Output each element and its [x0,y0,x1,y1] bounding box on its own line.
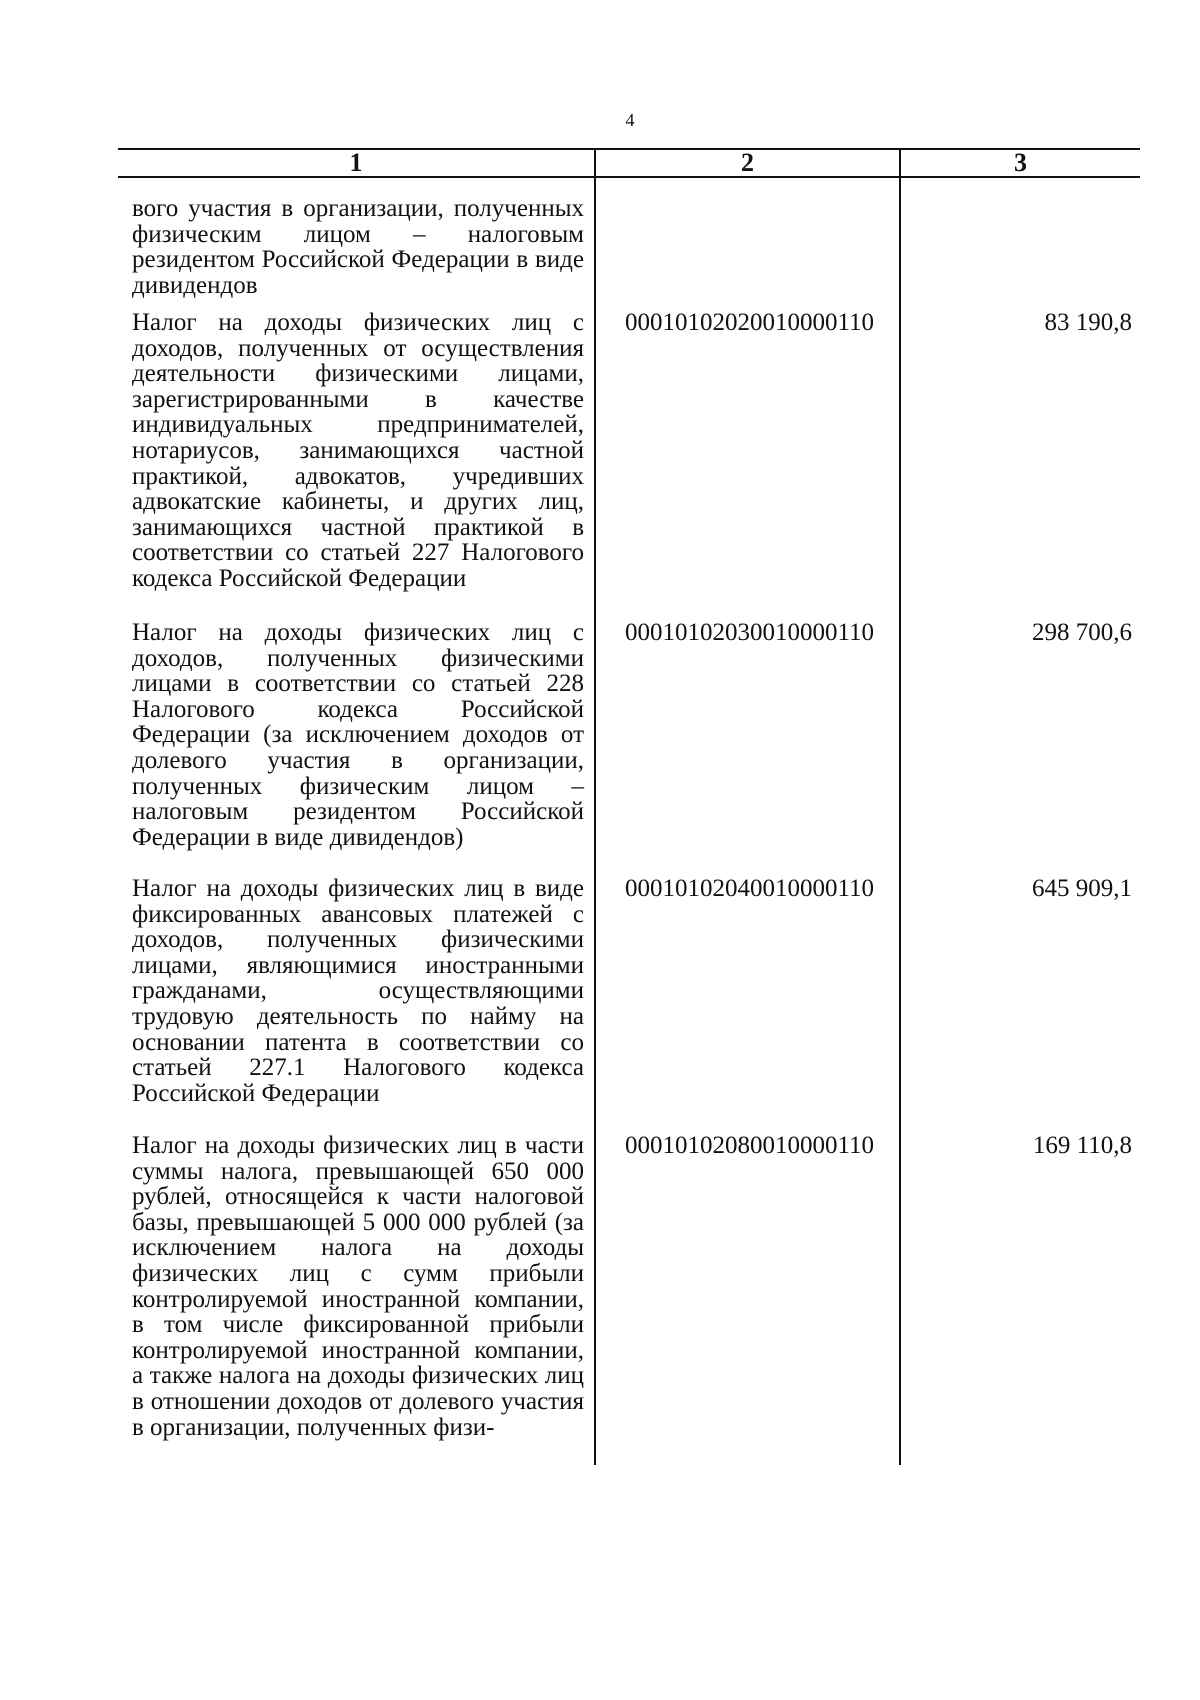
row-amount: 169 110,8 [1032,1132,1132,1159]
row-code: 00010102020010000110 [624,309,875,336]
column-divider [594,178,596,1465]
row-code: 00010102040010000110 [624,875,875,902]
table-row [118,620,1140,876]
table-body [118,178,1140,1465]
table-header [118,148,1140,178]
header-col-1: 1 [349,148,363,177]
row-description: вого участия в организации, полученных физическим лицом – налоговым резидентом Российской Федерации в виде дивидендов [132,195,584,299]
table-row [118,310,1140,620]
header-col-2: 2 [594,150,899,176]
table-row [118,1133,1140,1465]
row-description: Налог на доходы физических лиц в виде фиксированных авансовых платежей с доходов, полученных физическими лицами, являющимися иностранными гражданами, осуществляющими трудовую деятельность по найму на основании патента в соответствии со статьей 227.1 Налогового кодекса Российской Федерации [132,875,584,1107]
table-row [118,876,1140,1133]
row-description: Налог на доходы физических лиц с доходов, полученных физическими лицами в соответствии со статьей 228 Налогового кодекса Российской Федерации (за исключением доходов от долевого участия в организации, полученных физическим лицом – налоговым резидентом Российской Федерации в виде дивидендов) [132,619,584,851]
row-amount: 298 700,6 [1032,619,1132,646]
row-description: Налог на доходы физических лиц с доходов, полученных от осуществления деятельности физическими лицами, зарегистрированными в качестве индивидуальных предпринимателей, нотариусов, занимающихся частной практикой, адвокатов, учредивших адвокатские кабинеты, и других лиц, занимающихся частной практикой в соответствии со статьей 227 Налогового кодекса Российской Федерации [132,309,584,592]
row-amount: 83 190,8 [1044,309,1132,336]
row-amount: 645 909,1 [1032,875,1132,902]
table-row [118,178,1140,310]
header-col-3: 3 [899,150,1140,176]
row-description: Налог на доходы физических лиц в части суммы налога, превышающей 650 000 рублей, относящейся к части налоговой базы, превышающей 5 000 000 рублей (за исключением налога на доходы физических лиц с сумм прибыли контролируемой иностранной компании, в том числе фиксированной прибыли контролируемой иностранной компании, а также налога на доходы физических лиц в отношении доходов от долевого участия в организации, полученных физи- [132,1132,584,1441]
row-code: 00010102030010000110 [624,619,875,646]
page-number: 4 [625,110,635,130]
row-code: 00010102080010000110 [624,1132,875,1159]
column-divider [899,178,901,1465]
budget-table [118,148,1140,1465]
